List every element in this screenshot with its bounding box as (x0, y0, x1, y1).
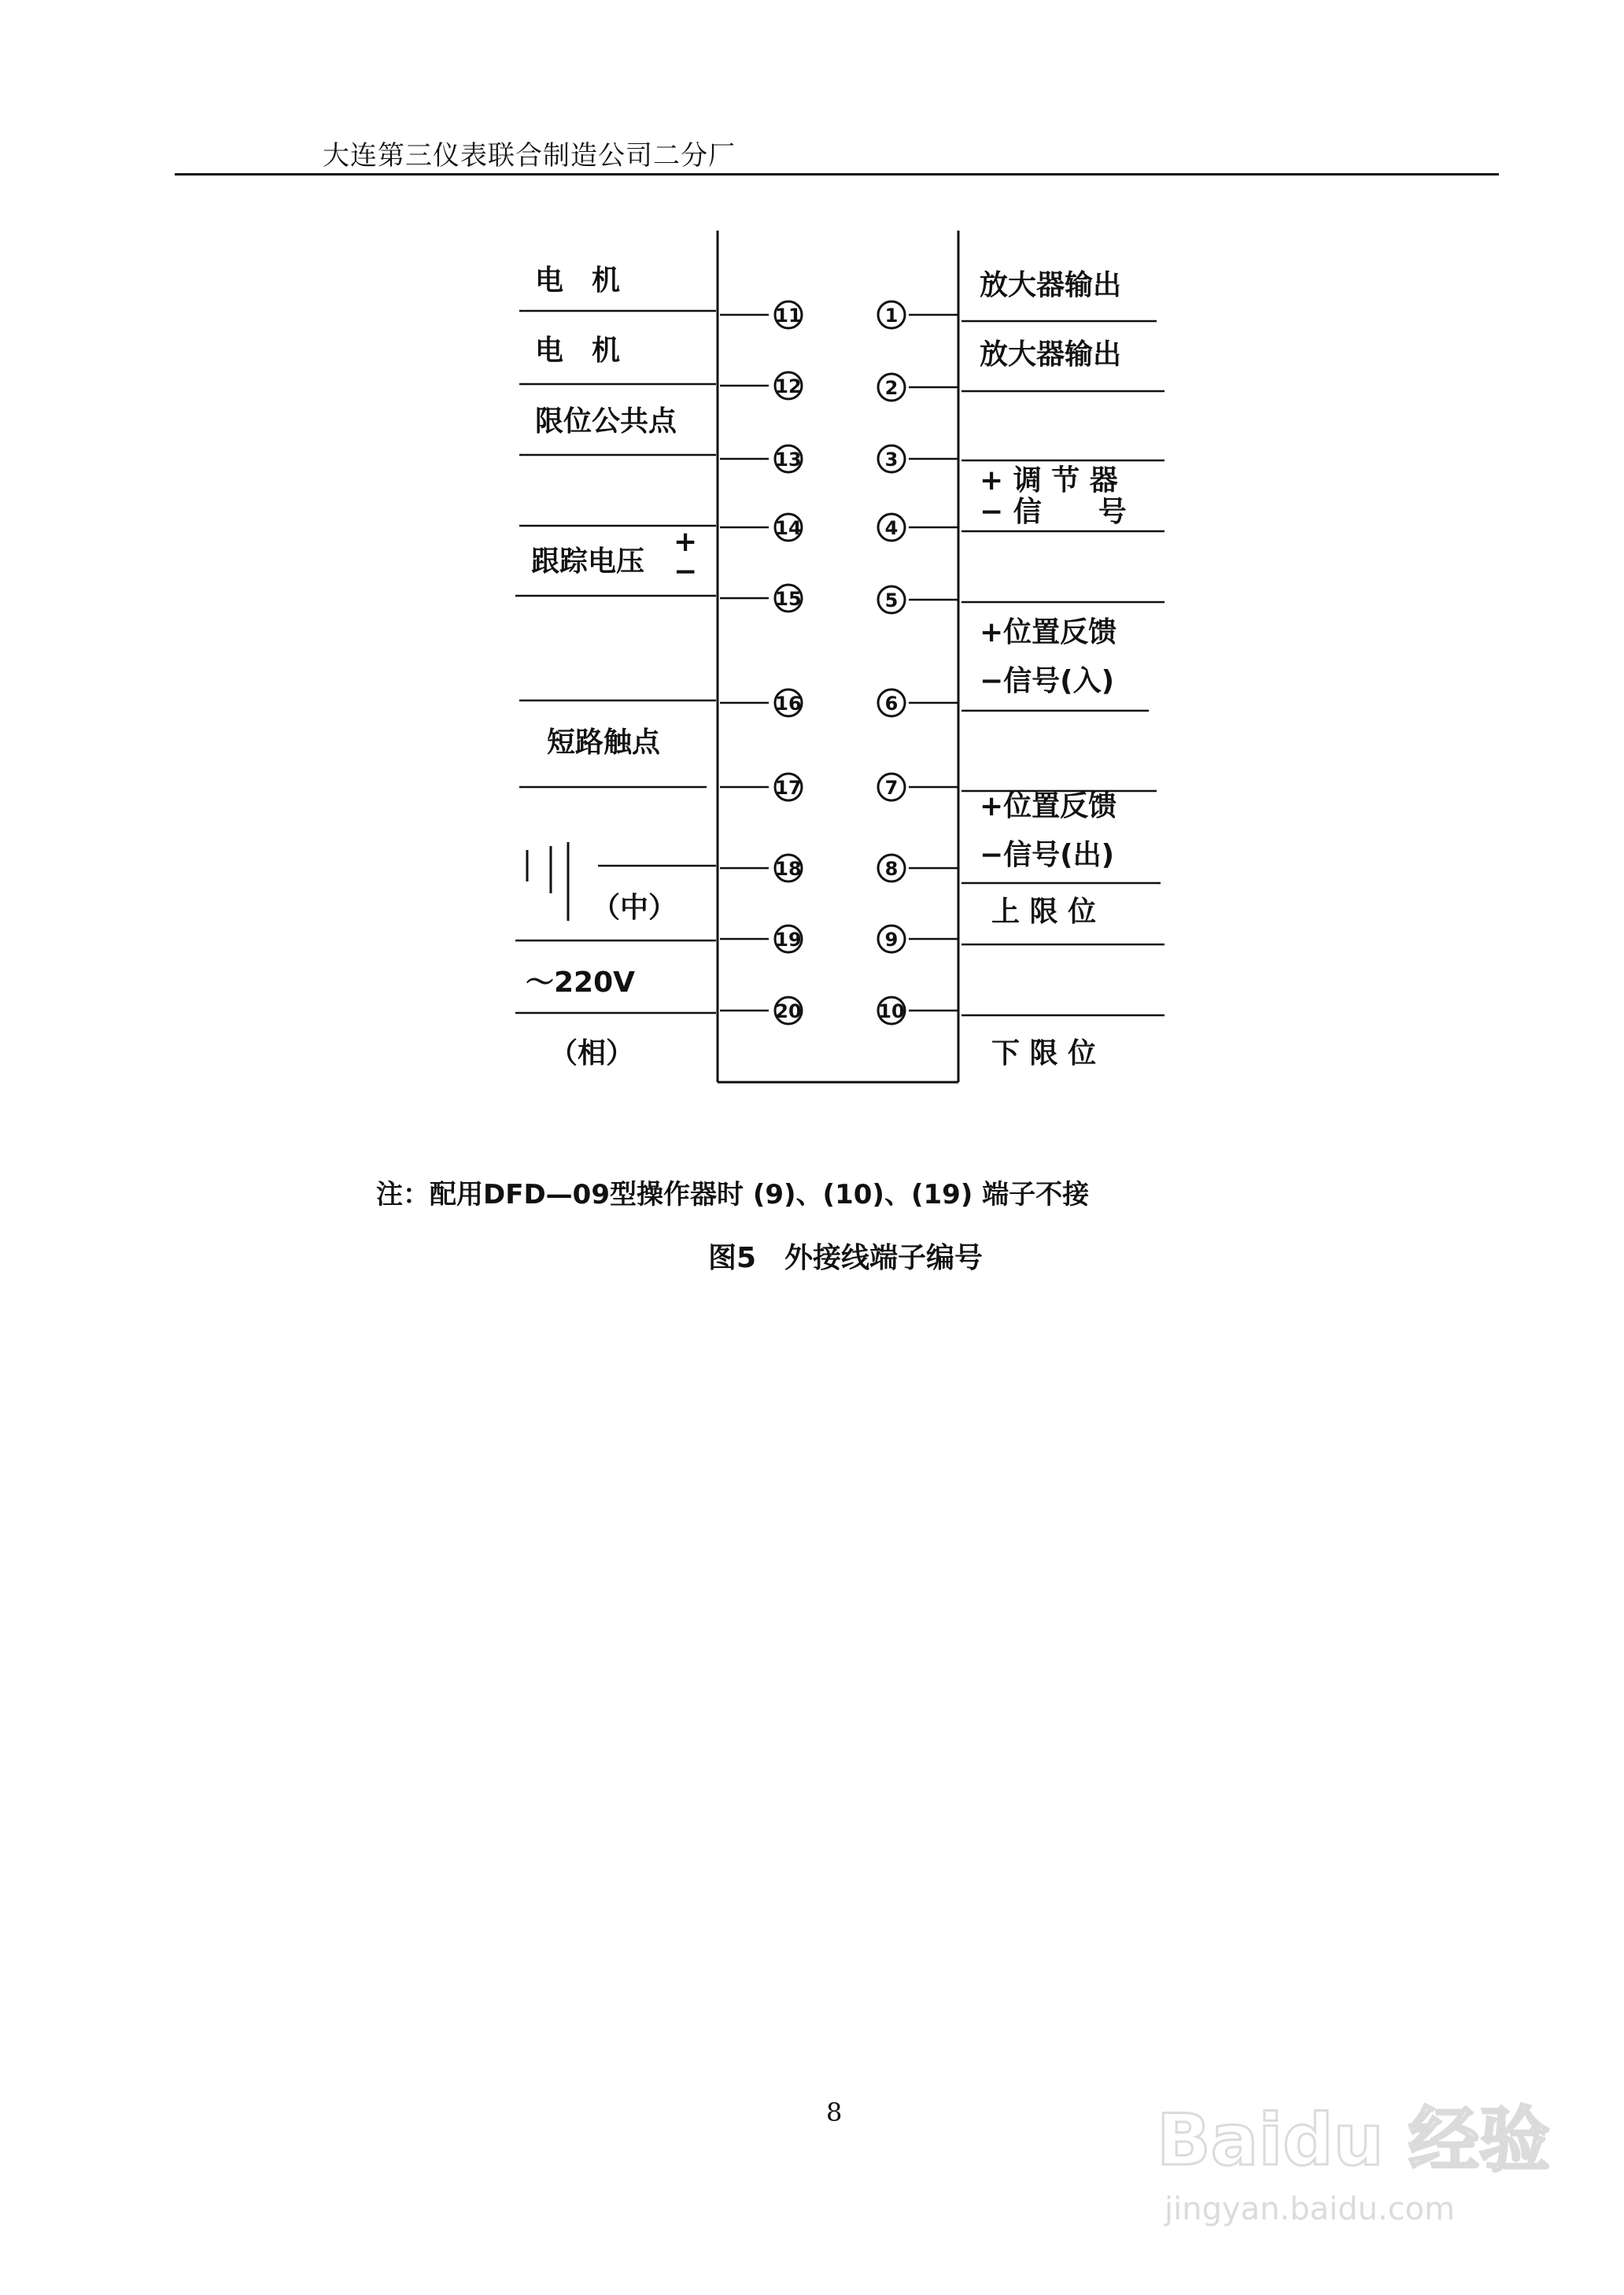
watermark-logo: Baidu 经验 (1157, 2099, 1551, 2182)
label-neutral: （中） (592, 892, 677, 924)
label-track-plus: + (674, 526, 698, 558)
svg-text:2: 2 (884, 377, 899, 399)
svg-text:3: 3 (884, 449, 899, 471)
svg-text:5: 5 (884, 589, 899, 612)
svg-text:10: 10 (878, 1000, 905, 1022)
neutral-marks (527, 842, 568, 921)
label-lower-limit: 下 限 位 (991, 1037, 1097, 1070)
page-number: 8 (826, 2097, 843, 2127)
svg-text:20: 20 (775, 1000, 802, 1022)
label-amp-out-1: 放大器输出 (980, 269, 1122, 301)
label-motor-1: 电 机 (535, 264, 621, 297)
diagram-note: 注：配用DFD—09型操作器时 (9)、(10)、(19) 端子不接 (376, 1179, 1090, 1210)
svg-text:16: 16 (775, 693, 802, 715)
label-short-contact: 短路触点 (547, 726, 661, 759)
svg-text:1: 1 (884, 305, 899, 327)
label-regulator-minus: − 信 号 (980, 496, 1127, 528)
label-phase: （相） (549, 1037, 635, 1070)
left-leads (720, 315, 769, 1011)
watermark-url: jingyan.baidu.com (1164, 2191, 1456, 2227)
svg-text:15: 15 (775, 588, 802, 610)
label-feedback-in-plus: +位置反馈 (980, 616, 1117, 649)
svg-text:12: 12 (775, 375, 802, 397)
left-terminals (775, 301, 802, 1024)
svg-text:11: 11 (775, 305, 802, 327)
svg-text:14: 14 (775, 517, 802, 539)
left-terminal-numbers (775, 305, 801, 1022)
svg-text:17: 17 (775, 777, 802, 799)
label-track-voltage: 跟踪电压 (531, 545, 645, 578)
label-feedback-out-plus: +位置反馈 (980, 790, 1117, 822)
right-terminals (878, 301, 905, 1024)
label-ac220: ～220V (526, 966, 636, 999)
header-title: 大连第三仪表联合制造公司二分厂 (323, 140, 736, 172)
label-track-minus: − (674, 556, 698, 588)
svg-text:8: 8 (884, 858, 899, 880)
label-amp-out-2: 放大器输出 (980, 338, 1122, 371)
svg-text:18: 18 (775, 858, 802, 880)
terminal-block (718, 231, 958, 1082)
svg-text:13: 13 (775, 449, 802, 471)
label-regulator-plus: + 调 节 器 (980, 464, 1118, 497)
svg-text:7: 7 (884, 777, 899, 799)
label-upper-limit: 上 限 位 (991, 896, 1097, 928)
figure-caption: 图5 外接线端子编号 (708, 1242, 984, 1274)
svg-text:4: 4 (884, 517, 899, 539)
svg-text:19: 19 (775, 929, 802, 951)
label-limit-common: 限位公共点 (535, 405, 677, 438)
baidu-watermark (1149, 2086, 1558, 2243)
right-terminal-numbers (878, 305, 904, 1022)
svg-text:9: 9 (884, 929, 899, 951)
right-leads (909, 315, 958, 1011)
label-feedback-out-minus: −信号(出) (980, 839, 1115, 871)
label-feedback-in-minus: −信号(入) (980, 665, 1115, 697)
label-motor-2: 电 机 (535, 334, 621, 367)
svg-text:6: 6 (884, 693, 899, 715)
